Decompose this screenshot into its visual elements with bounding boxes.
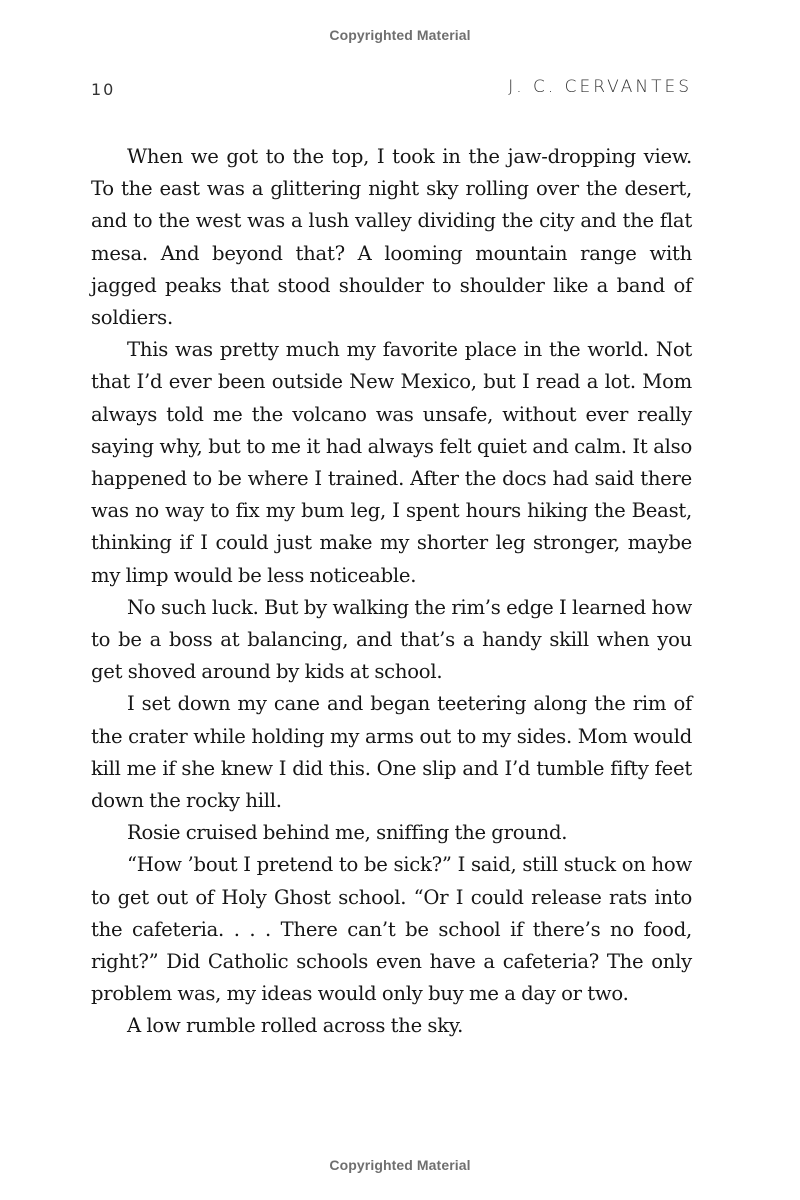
copyright-watermark-bottom: Copyrighted Material: [329, 1157, 471, 1173]
paragraph: Rosie cruised behind me, sniffing the ground.: [127, 821, 568, 845]
page-number: 10: [91, 80, 116, 99]
paragraph: This was pretty much my favorite place in the world. Not that I’d ever been outside New Mexico, but I read a lot. Mom always told me the volcano was unsafe, without ever really saying why, but to me it had always felt quiet and calm. It also happened to be where I trained. After the docs had said there was no way to fix my bum leg, I spent hours hiking the Beast, thinking if I could just make my shorter leg stronger, maybe my limp would be less noticeable.: [91, 338, 692, 587]
paragraph: When we got to the top, I took in the jaw-dropping view. To the east was a glittering night sky rolling over the desert, and to the west was a lush valley dividing the city and the flat mesa. And beyond that? A looming mountain range with jagged peaks that stood shoulder to shoulder like a band of soldiers.: [91, 145, 692, 330]
body-text: [91, 141, 692, 1043]
paragraph: “How ’bout I pretend to be sick?” I said, still stuck on how to get out of Holy Ghost school. “Or I could release rats into the cafeteria. . . . There can’t be school if there’s no food, right?” Did Catholic schools even have a cafeteria? The only problem was, my ideas would only buy me a day or two.: [91, 853, 692, 1006]
paragraph: I set down my cane and began teetering along the rim of the crater while holding my arms out to my sides. Mom would kill me if she knew I did this. One slip and I’d tumble fifty feet down the rocky hill.: [91, 692, 692, 813]
paragraph: A low rumble rolled across the sky.: [127, 1014, 464, 1038]
author-name: J. C. CERVANTES: [508, 77, 692, 97]
copyright-watermark-top: Copyrighted Material: [329, 27, 471, 43]
running-head: [91, 77, 692, 101]
paragraph: No such luck. But by walking the rim’s edge I learned how to be a boss at balancing, and that’s a handy skill when you get shoved around by kids at school.: [91, 595, 692, 684]
